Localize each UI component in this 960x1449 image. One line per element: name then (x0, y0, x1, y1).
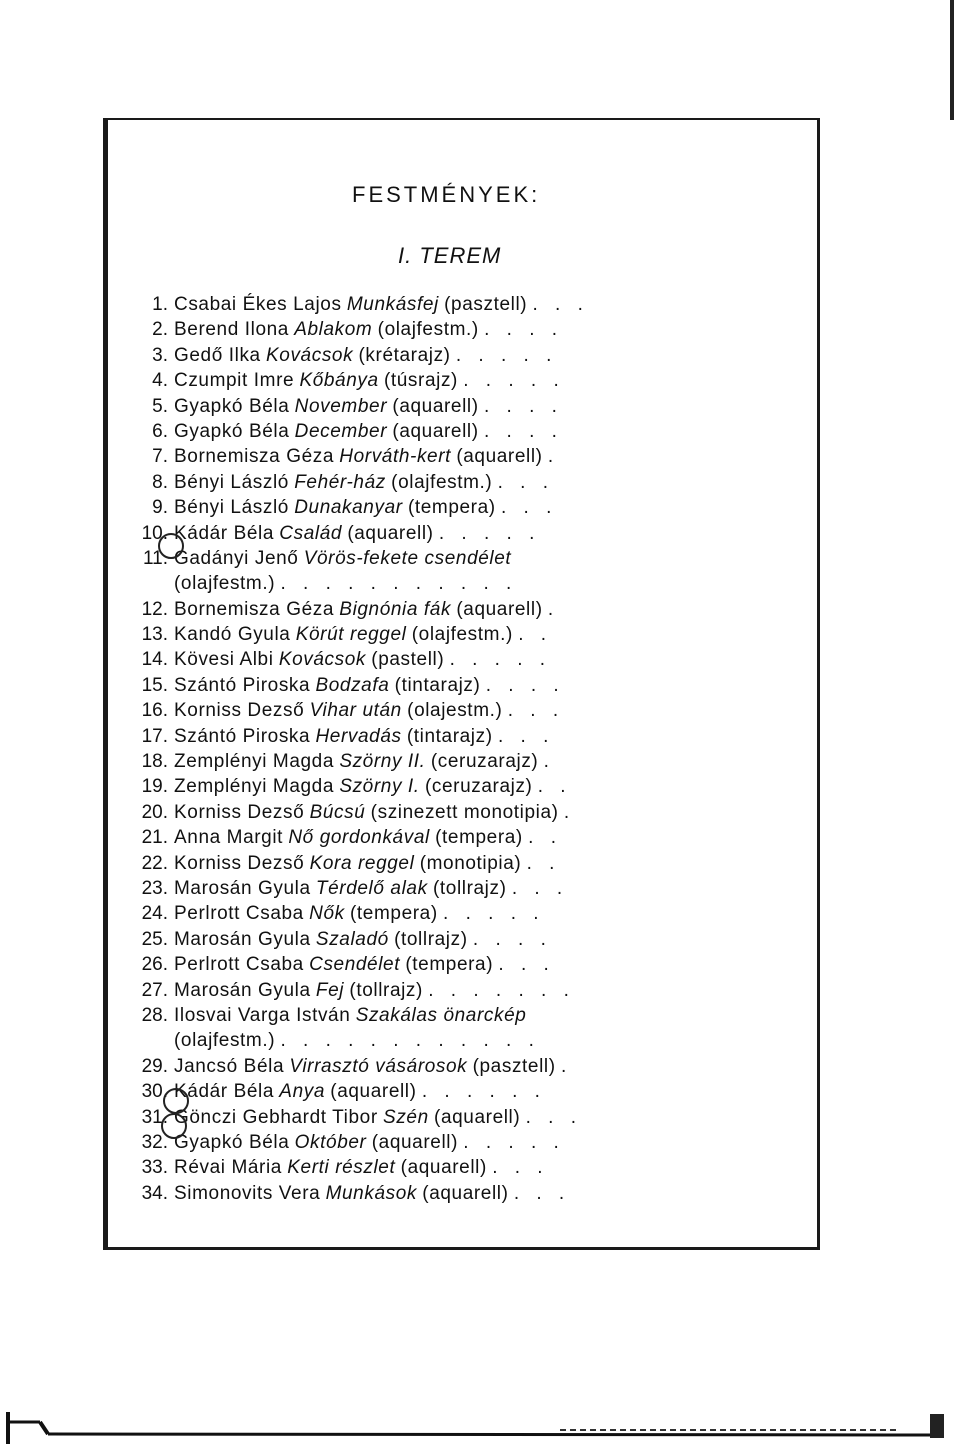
list-item (120, 927, 680, 952)
work-title: Ablakom (294, 319, 373, 341)
medium-label: (ceruzarajz) (424, 776, 533, 798)
medium-label: (olajestm.) (407, 700, 503, 722)
entry-number: 6. (152, 420, 168, 442)
list-item (120, 470, 680, 495)
list-item (120, 800, 680, 825)
entry-number: 19. (141, 776, 168, 798)
medium-label: (pasztell) (444, 294, 528, 315)
list-item (120, 952, 680, 977)
entry-number: 3. (152, 344, 168, 366)
work-title: Horváth-kert (339, 446, 452, 468)
handwritten-circle-mark (163, 1088, 189, 1114)
medium-label: (tempera) (407, 497, 496, 519)
work-title: Kora reggel (309, 852, 415, 874)
medium-label: (aquarell) (371, 1131, 459, 1153)
list-item (120, 698, 680, 723)
work-title: Szakálas önarckép (355, 1004, 527, 1026)
list-item (120, 1181, 680, 1206)
work-title: Vihar után (309, 700, 402, 722)
frame-right-border (817, 118, 820, 1250)
scan-edge-mark (950, 0, 954, 120)
artist-name: Korniss Dezső (174, 852, 305, 874)
artist-name: Kádár Béla (174, 1081, 275, 1103)
work-title: Csendélet (309, 954, 401, 976)
list-item (120, 1003, 680, 1028)
leader-dots: . . . (498, 954, 555, 976)
section-heading: I. TEREM (398, 243, 502, 268)
list-item (120, 1155, 680, 1180)
leader-dots: . . (528, 827, 562, 849)
medium-label: (aquarell) (330, 1081, 417, 1103)
leader-dots: . (543, 751, 555, 773)
artist-name: Ilosvai Varga István (174, 1004, 351, 1026)
handwritten-circle-mark (158, 533, 184, 559)
list-item (120, 901, 680, 926)
medium-label: (tollrajz) (394, 928, 468, 950)
artist-name: Zemplényi Magda (174, 751, 335, 773)
work-title: Körút reggel (295, 624, 407, 646)
entry-number: 27. (141, 979, 168, 1001)
list-item (120, 1054, 680, 1079)
artist-name: Anna Margit (174, 827, 284, 849)
artist-name: Révai Mária (174, 1157, 282, 1179)
entry-number: 10. (141, 522, 168, 544)
medium-label: (ceruzarajz) (430, 751, 539, 773)
list-item (120, 825, 680, 850)
leader-dots: . . . (511, 877, 569, 899)
work-title: Búcsú (309, 801, 366, 823)
work-title: Október (294, 1131, 367, 1153)
medium-label: (aquarell) (392, 420, 479, 442)
medium-label: (tollrajz) (432, 877, 507, 899)
list-item (120, 647, 680, 672)
artist-name: Kövesi Albi (174, 649, 274, 671)
work-title: Bignónia fák (339, 598, 452, 620)
page-heading: FESTMÉNYEK: (352, 182, 541, 207)
medium-label: (szinezett monotipia) (370, 801, 559, 823)
frame-bottom-border (103, 1247, 820, 1250)
entry-number: 29. (141, 1055, 168, 1077)
medium-label: (olajfestm.) (391, 471, 493, 493)
medium-label: (olajfestm.) (411, 624, 513, 646)
artist-name: Marosán Gyula (174, 877, 311, 899)
frame-left-border (103, 118, 108, 1250)
work-title: Térdelő alak (315, 877, 428, 899)
leader-dots: . . . (492, 1157, 549, 1179)
entry-number: 31. (141, 1106, 168, 1128)
medium-label: (aquarell) (422, 1182, 509, 1204)
leader-dots: . . . . (472, 928, 552, 950)
list-item (120, 673, 680, 698)
list-item (120, 774, 680, 799)
list-item (120, 1130, 680, 1155)
medium-label: (tempera) (405, 954, 494, 976)
entry-number: 8. (152, 471, 168, 493)
leader-dots: . . (518, 624, 553, 646)
work-title: November (294, 395, 388, 417)
work-title: Szörny I. (339, 776, 420, 798)
list-item (120, 495, 680, 520)
entry-number: 24. (141, 903, 168, 925)
artist-name: Simonovits Vera (174, 1182, 321, 1204)
list-item (120, 343, 680, 368)
leader-dots: . . . . (485, 674, 565, 696)
entry-number: 15. (141, 674, 168, 696)
artist-name: Marosán Gyula (174, 979, 311, 1001)
leader-dots: . . . (532, 294, 589, 315)
work-title: Munkásfej (346, 294, 439, 315)
list-item (120, 749, 680, 774)
medium-label: (túsrajz) (383, 370, 458, 392)
leader-dots: . . (537, 776, 572, 798)
medium-label: (aquarell) (434, 1106, 521, 1128)
leader-dots: . . . . (483, 420, 563, 442)
entry-number: 14. (141, 649, 168, 671)
entry-number: 26. (141, 954, 168, 976)
work-title: Dunakanyar (294, 497, 403, 519)
medium-label: (olajfestm.) (377, 319, 479, 341)
leader-dots: . . . . . (463, 370, 565, 392)
medium-label: (aquarell) (347, 522, 434, 544)
leader-dots: . . . . . . (421, 1081, 546, 1103)
work-title: Szaladó (315, 928, 389, 950)
list-item (120, 1105, 680, 1130)
artist-name: Jancsó Béla (174, 1055, 285, 1077)
list-item (120, 597, 680, 622)
leader-dots: . . . (525, 1106, 582, 1128)
leader-dots: . . . . (483, 395, 563, 417)
list-item (120, 724, 680, 749)
leader-dots: . . (526, 852, 561, 874)
leader-dots: . (547, 446, 560, 468)
leader-dots: . . . (507, 700, 565, 722)
leader-dots: . . . . . (443, 903, 545, 925)
artist-name: Marosán Gyula (174, 928, 311, 950)
entry-number: 12. (141, 598, 168, 620)
leader-dots: . . . (513, 1182, 571, 1204)
entry-number: 20. (141, 801, 168, 823)
artist-name: Bényi László (174, 497, 289, 519)
entry-number: 7. (152, 446, 168, 468)
artist-name: Korniss Dezső (174, 700, 305, 722)
artist-name: Gadányi Jenő (174, 547, 299, 569)
entry-number: 1. (152, 294, 168, 315)
entry-number: 17. (141, 725, 168, 747)
work-title: Kerti részlet (287, 1157, 396, 1179)
list-item (120, 851, 680, 876)
work-title: Bodzafa (315, 674, 390, 696)
medium-label: (pasztell) (472, 1055, 556, 1077)
entry-number: 34. (141, 1182, 168, 1204)
leader-dots: . . . . . . . . . . . . (280, 1030, 540, 1052)
leader-dots: . . . (497, 725, 555, 747)
entry-number: 21. (141, 827, 168, 849)
work-title: Fehér-ház (294, 471, 386, 493)
leader-dots: . . . . . (449, 649, 552, 671)
medium-label: (tollrajz) (349, 979, 423, 1001)
work-title: Kőbánya (299, 370, 379, 392)
work-title: Nő gordonkával (288, 827, 430, 849)
medium-label: (krétarajz) (358, 344, 451, 366)
list-item (120, 444, 680, 469)
list-item-continuation (174, 1028, 680, 1053)
entry-number: 33. (141, 1157, 168, 1179)
entry-number: 2. (152, 319, 168, 341)
entry-number: 22. (141, 852, 168, 874)
work-title: Anya (279, 1081, 326, 1103)
handwritten-circle-mark (161, 1113, 187, 1139)
leader-dots: . . . . . (438, 522, 541, 544)
artist-name: Zemplényi Magda (174, 776, 335, 798)
medium-label: (olajfestm.) (174, 1030, 276, 1052)
leader-dots: . (547, 598, 560, 620)
artist-name: Szántó Piroska (174, 725, 311, 747)
medium-label: (pastell) (371, 649, 445, 671)
entry-number: 16. (141, 700, 168, 722)
artist-name: Gyapkó Béla (174, 420, 290, 442)
entry-number: 30. (141, 1081, 168, 1103)
entry-number: 4. (152, 370, 168, 392)
work-title: Nők (309, 903, 345, 925)
artist-name: Perlrott Csaba (174, 903, 304, 925)
work-title: Kovácsok (278, 649, 367, 671)
artist-name: Bornemisza Géza (174, 446, 335, 468)
artist-name: Kandó Gyula (174, 624, 291, 646)
work-title: Szén (383, 1106, 429, 1128)
work-title: Munkások (325, 1182, 417, 1204)
artist-name: Perlrott Csaba (174, 954, 304, 976)
artist-name: Gedő Ilka (174, 344, 261, 366)
list-item (120, 419, 680, 444)
artist-name: Gyapkó Béla (174, 1131, 290, 1153)
work-title: Vörös-fekete csendélet (303, 547, 512, 569)
work-title: December (294, 420, 388, 442)
artist-name: Gyapkó Béla (174, 395, 290, 417)
entry-number: 18. (141, 751, 168, 773)
entry-number: 5. (152, 395, 168, 417)
entry-number: 13. (141, 624, 168, 646)
entry-number: 25. (141, 928, 168, 950)
artist-name: Berend Ilona (174, 319, 289, 341)
medium-label: (aquarell) (456, 446, 543, 468)
artist-name: Czumpit Imre (174, 370, 295, 392)
leader-dots: . . . . . . . (428, 979, 575, 1001)
leader-dots: . . . . . . . . . . . (280, 573, 518, 595)
medium-label: (olajfestm.) (174, 573, 276, 595)
list-item (120, 978, 680, 1003)
artist-name: Szántó Piroska (174, 674, 311, 696)
medium-label: (aquarell) (456, 598, 543, 620)
medium-label: (tintarajz) (406, 725, 493, 747)
list-item (120, 317, 680, 342)
scan-bottom-edge (0, 1408, 960, 1449)
leader-dots: . (563, 801, 576, 823)
artist-name: Csabai Ékes Lajos (174, 294, 342, 315)
leader-dots: . . . . . (463, 1131, 565, 1153)
artist-name: Bornemisza Géza (174, 598, 335, 620)
leader-dots: . . . . . (455, 344, 558, 366)
list-item (120, 876, 680, 901)
list-item-continuation (174, 571, 680, 596)
medium-label: (tintarajz) (394, 674, 481, 696)
work-title: Hervadás (315, 725, 402, 747)
medium-label: (tempera) (435, 827, 523, 849)
work-title: Szörny II. (339, 751, 426, 773)
list-item (120, 622, 680, 647)
work-title: Kovácsok (266, 344, 354, 366)
leader-dots: . . . . (484, 319, 564, 341)
leader-dots: . . . (497, 471, 555, 493)
entry-number: 32. (141, 1131, 168, 1153)
medium-label: (tempera) (350, 903, 438, 925)
work-title: Fej (315, 979, 345, 1001)
list-item (120, 521, 680, 546)
artist-name: Bényi László (174, 471, 289, 493)
medium-label: (monotipia) (419, 852, 522, 874)
work-title: Család (279, 522, 343, 544)
leader-dots: . (560, 1055, 573, 1077)
list-item (120, 368, 680, 393)
list-item (120, 546, 680, 571)
entry-number: 11. (142, 547, 168, 569)
frame-top-border (103, 118, 819, 120)
artist-name: Korniss Dezső (174, 801, 305, 823)
medium-label: (aquarell) (392, 395, 479, 417)
entry-number: 9. (152, 497, 168, 519)
list-item (120, 1079, 680, 1104)
medium-label: (aquarell) (400, 1157, 487, 1179)
artist-name: Kádár Béla (174, 522, 275, 544)
work-title: Virrasztó vásárosok (289, 1055, 468, 1077)
catalog-list (120, 292, 680, 1206)
list-item (120, 394, 680, 419)
artist-name: Gönczi Gebhardt Tibor (174, 1106, 378, 1128)
leader-dots: . . . (501, 497, 558, 519)
entry-number: 23. (141, 877, 168, 899)
entry-number: 28. (141, 1004, 168, 1026)
list-item (120, 292, 680, 317)
